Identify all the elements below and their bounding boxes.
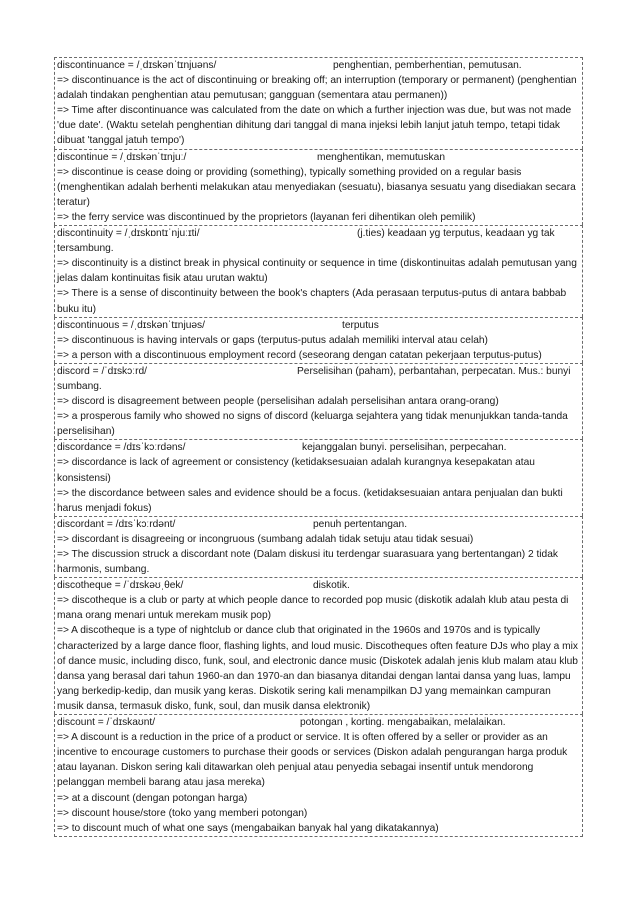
dictionary-page <box>54 57 583 837</box>
entry-line: => discount house/store (toko yang memberi potongan) <box>57 807 308 819</box>
entry-line: => The discussion struck a discordant note (Dalam diskusi itu terdengar suarasuara yang bertentangan) 2 tidak harmonis, sumbang. <box>57 549 558 576</box>
entry-line: => at a discount (dengan potongan harga) <box>57 792 248 804</box>
entry-line: => a person with a discontinuous employment record (seseorang dengan catatan pekerjaan terputus-putus) <box>57 349 542 361</box>
entry-term: discordance = /dɪsˈkɔːrdəns/ <box>57 442 186 454</box>
entry-headline <box>57 364 580 394</box>
entry-headline <box>57 715 580 730</box>
entry-line: => discordant is disagreeing or incongruous (sumbang adalah tidak setuju atau tidak sesuai) <box>57 533 474 545</box>
entry-term: discotheque = /ˈdɪskəʊˌθek/ <box>57 580 184 592</box>
entry-line: => discontinue is cease doing or providing (something), typically something provided on a regular basis (menghentikan adalah berhenti melakukan atau menyediakan (sesuatu), biasanya sesuatu yang disediakan secara teratur) <box>57 166 576 208</box>
entry-headline <box>57 58 580 73</box>
entry-headline <box>57 578 580 593</box>
dictionary-entry <box>54 57 583 149</box>
entry-line: => discordance is lack of agreement or consistency (ketidaksesuaian adalah kurangnya kesepakatan atau konsistensi) <box>57 457 535 484</box>
entry-headline <box>57 226 580 256</box>
entry-meaning: potongan , korting. mengabaikan, melalaikan. <box>300 717 506 729</box>
entry-headline <box>57 440 580 455</box>
entry-line: => There is a sense of discontinuity between the book's chapters (Ada perasaan terputus-putus di antara babbab buku itu) <box>57 288 567 315</box>
entry-term: discontinuance = /ˌdɪskənˈtɪnjuəns/ <box>57 60 217 71</box>
dictionary-entry <box>54 516 583 577</box>
entry-meaning: penuh pertentangan. <box>313 518 408 530</box>
dictionary-entry <box>54 714 583 837</box>
entry-meaning: terputus <box>342 319 379 331</box>
entry-line: => discontinuance is the act of discontinuing or breaking off; an interruption (temporary or permanent) (penghentian adalah tindakan penghentian atau pemutusan; gangguan (sementara atau permanen)) <box>57 75 577 102</box>
entry-term: discontinuity = /ˌdɪskɒntɪˈnjuːɪti/ <box>57 228 200 240</box>
entry-term: discontinuous = /ˌdɪskənˈtɪnjuəs/ <box>57 319 205 331</box>
entry-meaning: penghentian, pemberhentian, pemutusan. <box>333 60 522 71</box>
entry-line: => the ferry service was discontinued by the proprietors (layanan feri dihentikan oleh pemilik) <box>57 211 476 223</box>
entry-line: => a prosperous family who showed no signs of discord (keluarga sejahtera yang tidak menunjukkan tanda-tanda perselisihan) <box>57 411 568 438</box>
entry-line: => A discotheque is a type of nightclub or dance club that originated in the 1960s and 1970s and is typically characterized by a large dance floor, flashing lights, and loud music. Discotheques often feature DJs who play a mix of dance music, including disco, funk, soul, and electronic dance music (Diskotek adalah jenis klub malam atau klub dansa yang berasal dari tahun 1960-an dan 1970-an dan biasanya ditandai dengan lantai dansa yang luas, lampu yang berkedip-kedip, dan musik yang keras. Diskotik sering kali menampilkan DJ yang memainkan campuran musik dansa, termasuk disko, funk, soul, dan musik dansa elektronik) <box>57 625 578 712</box>
entry-line: => the discordance between sales and evidence should be a focus. (ketidaksesuaian antara penjualan dan bukti harus menjadi fokus) <box>57 487 563 514</box>
entry-meaning: (j.ties) keadaan yg terputus, keadaan yg tak tersambung. <box>57 228 555 255</box>
entry-term: discontinue = /ˌdɪskənˈtɪnjuː/ <box>57 151 187 163</box>
entry-line: => Time after discontinuance was calculated from the date on which a further injection was due, but was not made 'due date'. (Waktu setelah penghentian dihitung dari tanggal di mana injeksi lebih lanjut jatuh tempo, tetapi tidak dibuat 'tanggal jatuh tempo') <box>57 105 572 147</box>
dictionary-entry <box>54 439 583 515</box>
entry-headline <box>57 150 580 165</box>
entry-meaning: diskotik. <box>313 580 350 592</box>
entry-meaning: kejanggalan bunyi. perselisihan, perpecahan. <box>302 442 507 454</box>
entry-term: discordant = /dɪsˈkɔːrdənt/ <box>57 518 176 530</box>
entry-term: discord = /ˈdɪskɔːrd/ <box>57 365 147 377</box>
dictionary-entry <box>54 225 583 317</box>
entry-headline <box>57 517 580 532</box>
entry-line: => to discount much of what one says (mengabaikan banyak hal yang dikatakannya) <box>57 822 439 834</box>
entry-line: => discontinuity is a distinct break in physical continuity or sequence in time (diskontinuitas adalah pemutusan yang jelas dalam kontinuitas fisik atau urutan waktu) <box>57 258 577 285</box>
dictionary-entry <box>54 577 583 714</box>
entry-headline <box>57 318 580 333</box>
dictionary-entry <box>54 363 583 439</box>
entry-meaning: menghentikan, memutuskan <box>317 151 445 163</box>
entry-line: => A discount is a reduction in the price of a product or service. It is often offered by a seller or provider as an incentive to encourage customers to purchase their goods or services (Diskon adalah pengurangan harga produk atau layanan. Diskon sering kali ditawarkan oleh penjual atau penyedia sebagai insentif untuk mendorong pelanggan membeli barang atau jasa mereka) <box>57 732 568 789</box>
entry-line: => discord is disagreement between people (perselisihan adalah perselisihan antara orang-orang) <box>57 396 499 408</box>
dictionary-entry <box>54 149 583 225</box>
entry-line: => discotheque is a club or party at which people dance to recorded pop music (diskotik adalah klub atau pesta di mana orang menari untuk merekam musik pop) <box>57 595 569 622</box>
entry-term: discount = /ˈdɪskaʊnt/ <box>57 717 156 729</box>
entry-line: => discontinuous is having intervals or gaps (terputus-putus adalah memiliki interval atau celah) <box>57 334 488 346</box>
dictionary-entry <box>54 317 583 363</box>
entry-meaning: Perselisihan (paham), perbantahan, perpecatan. Mus.: bunyi sumbang. <box>57 365 571 392</box>
